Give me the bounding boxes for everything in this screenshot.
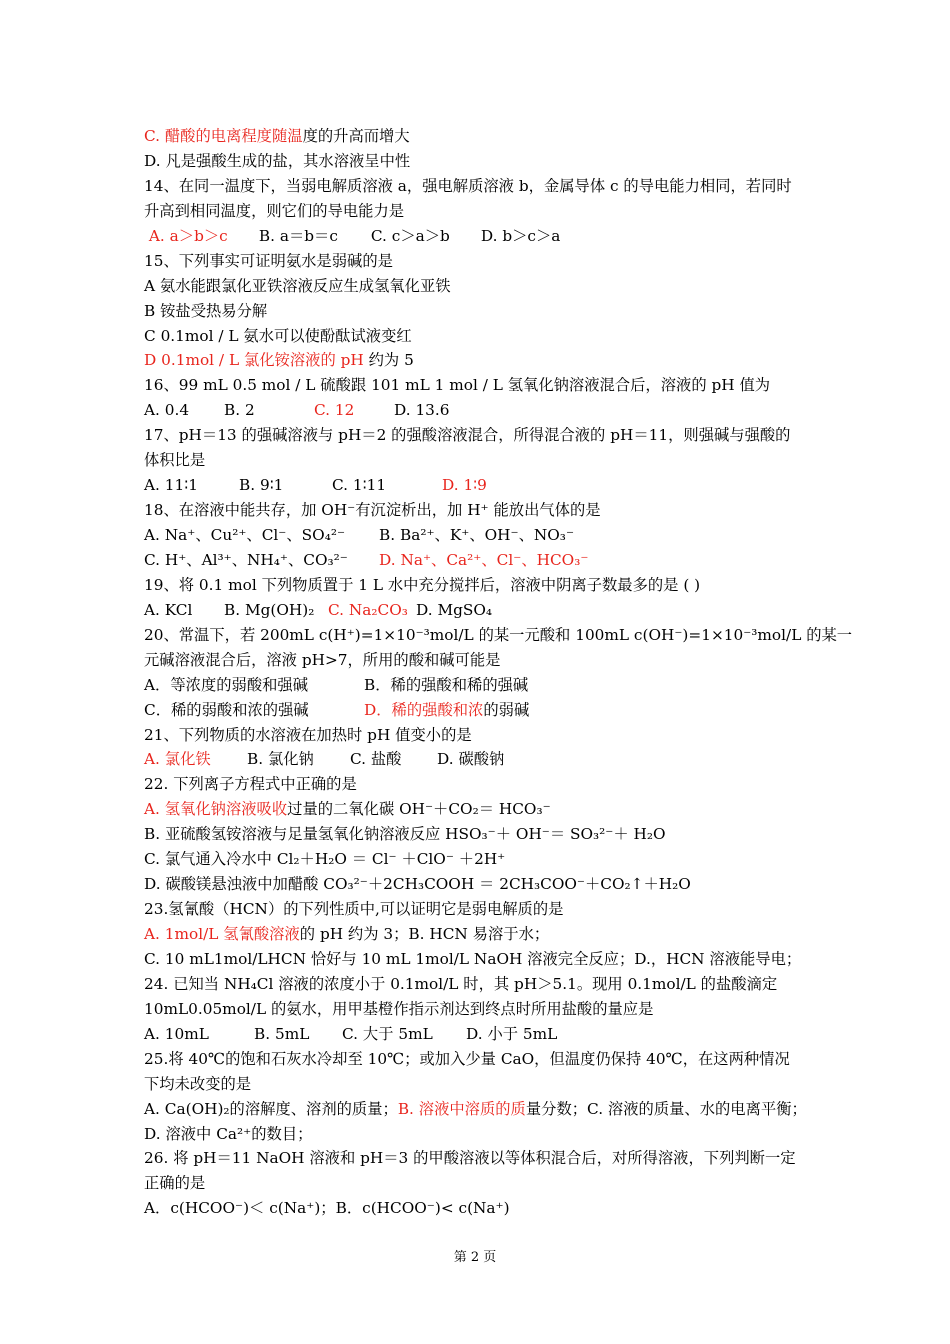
options-26ab: A．c(HCOO⁻)＜ c(Na⁺)；B．c(HCOO⁻)< c(Na⁺)	[144, 1199, 510, 1218]
option-15a: A 氨水能跟氯化亚铁溶液反应生成氢氧化亚铁	[144, 276, 451, 295]
answer-highlight: C. 醋酸的电离程度随温	[144, 127, 303, 145]
answer-highlight: A. 氯化铁	[144, 750, 211, 769]
question-20: 20、常温下，若 200mL c(H⁺)=1×10⁻³mol/L 的某一元酸和 100mL c(OH⁻)=1×10⁻³mol/L 的某一	[144, 625, 853, 644]
options-14: A. a＞b＞c B. a＝b＝c C. c＞a＞b D. b＞c＞a	[144, 224, 824, 249]
answer-highlight: C. Na₂CO₃	[328, 600, 408, 619]
question-14: 14、在同一温度下，当弱电解质溶液 a，强电解质溶液 b，金属导体 c 的导电能力相同，若同时	[144, 176, 792, 195]
question-24-cont: 10mL0.05mol/L 的氨水，用甲基橙作指示剂达到终点时所用盐酸的量应是	[144, 999, 654, 1018]
answer-highlight: D．稀的强酸和浓	[364, 700, 484, 719]
answer-highlight: A. 1mol/L 氢氰酸溶液	[144, 925, 300, 943]
question-26: 26. 将 pH＝11 NaOH 溶液和 pH＝3 的甲酸溶液以等体积混合后，对所得溶液，下列判断一定	[144, 1149, 796, 1168]
options-21: A. 氯化铁 B. 氯化钠 C. 盐酸 D. 碳酸钠	[144, 747, 824, 772]
question-25: 25.将 40℃的饱和石灰水冷却至 10℃；或加入少量 CaO，但温度仍保持 40℃，在这两种情况	[144, 1049, 790, 1068]
option-25d: D. 溶液中 Ca²⁺的数目；	[144, 1124, 313, 1143]
options-16: A. 0.4 B. 2 C. 12 D. 13.6	[144, 398, 824, 423]
options-23cd: C. 10 mL1mol/LHCN 恰好与 10 mL 1mol/L NaOH 溶液完全反应；D.，HCN 溶液能导电；	[144, 949, 802, 968]
option-15d: D 0.1mol / L 氯化铵溶液的 pH 约为 5	[144, 351, 414, 370]
question-19: 19、将 0.1 mol 下列物质置于 1 L 水中充分搅拌后，溶液中阴离子数最多的是 ( )	[144, 575, 701, 594]
question-21: 21、下列物质的水溶液在加热时 pH 值变小的是	[144, 725, 472, 744]
options-25abc: A. Ca(OH)₂的溶解度、溶剂的质量；B. 溶液中溶质的质量分数；C. 溶液的质量、水的电离平衡；	[144, 1099, 807, 1118]
question-20-cont: 元碱溶液混合后，溶液 pH>7，所用的酸和碱可能是	[144, 650, 501, 669]
answer-highlight: C. 12	[314, 401, 355, 420]
options-18ab: A. Na⁺、Cu²⁺、Cl⁻、SO₄²⁻ B. Ba²⁺、K⁺、OH⁻、NO₃⁻	[144, 526, 575, 544]
question-18: 18、在溶液中能共存，加 OH⁻有沉淀析出，加 H⁺ 能放出气体的是	[144, 501, 601, 520]
option-22d: D. 碳酸镁悬浊液中加醋酸 CO₃²⁻＋2CH₃COOH ＝ 2CH₃COO⁻＋CO₂↑＋H₂O	[144, 875, 691, 894]
option-15b: B 铵盐受热易分解	[144, 301, 268, 320]
options-17: A. 11∶1 B. 9∶1 C. 1∶11 D. 1∶9	[144, 476, 487, 495]
question-17-cont: 体积比是	[144, 451, 206, 470]
option-22a: A. 氢氧化钠溶液吸收过量的二氧化碳 OH⁻＋CO₂＝ HCO₃⁻	[144, 800, 551, 819]
question-25-cont: 下均未改变的是	[144, 1074, 252, 1093]
question-14-cont: 升高到相同温度，则它们的导电能力是	[144, 201, 405, 220]
answer-highlight: D. Na⁺、Ca²⁺、Cl⁻、HCO₃⁻	[379, 550, 589, 569]
answer-highlight: A. a＞b＞c	[148, 226, 228, 245]
option-22b: B. 亚硫酸氢铵溶液与足量氢氧化钠溶液反应 HSO₃⁻＋ OH⁻＝ SO₃²⁻＋ H₂O	[144, 825, 666, 844]
question-26-cont: 正确的是	[144, 1174, 206, 1193]
options-18cd: C. H⁺、Al³⁺、NH₄⁺、CO₃²⁻ D. Na⁺、Ca²⁺、Cl⁻、HCO₃⁻	[144, 550, 589, 569]
option-15c: C 0.1mol / L 氨水可以使酚酞试液变红	[144, 326, 412, 345]
option-22c: C. 氯气通入冷水中 Cl₂＋H₂O ＝ Cl⁻ ＋ClO⁻ ＋2H⁺	[144, 850, 506, 869]
question-17: 17、pH＝13 的强碱溶液与 pH＝2 的强酸溶液混合，所得混合液的 pH＝11，则强碱与强酸的	[144, 426, 791, 445]
answer-highlight: A. 氢氧化钠溶液吸收	[144, 800, 288, 819]
answer-highlight: B. 溶液中溶质的质	[397, 1099, 526, 1118]
options-20ab: A．等浓度的弱酸和强碱 B．稀的强酸和稀的强碱	[144, 675, 529, 694]
options-24: A. 10mL B. 5mL C. 大于 5mL D. 小于 5mL	[144, 1024, 558, 1043]
question-23: 23.氢氰酸（HCN）的下列性质中,可以证明它是弱电解质的是	[144, 900, 564, 919]
question-22: 22. 下列离子方程式中正确的是	[144, 775, 357, 794]
options-20cd: C．稀的弱酸和浓的强碱 D．稀的强酸和浓的弱碱	[144, 700, 530, 719]
question-15: 15、下列事实可证明氨水是弱碱的是	[144, 251, 393, 270]
answer-highlight: D 0.1mol / L 氯化铵溶液的 pH	[144, 351, 364, 370]
option-13d: D. 凡是强酸生成的盐，其水溶液呈中性	[144, 151, 411, 170]
question-24: 24. 已知当 NH₄Cl 溶液的浓度小于 0.1mol/L 时，其 pH＞5.1。现用 0.1mol/L 的盐酸滴定	[144, 974, 778, 993]
options-23ab: A. 1mol/L 氢氰酸溶液的 pH 约为 3；B. HCN 易溶于水；	[144, 925, 550, 943]
option-13c: C. 醋酸的电离程度随温度的升高而增大	[144, 127, 410, 145]
question-list	[144, 124, 853, 1221]
question-16: 16、99 mL 0.5 mol / L 硫酸跟 101 mL 1 mol / L 氢氧化钠溶液混合后，溶液的 pH 值为	[144, 376, 771, 395]
answer-highlight: D. 1∶9	[442, 476, 487, 495]
options-19: A. KCl B. Mg(OH)₂ C. Na₂CO₃ D. MgSO₄	[144, 598, 824, 623]
page-number: 第 2 页	[453, 1250, 497, 1265]
